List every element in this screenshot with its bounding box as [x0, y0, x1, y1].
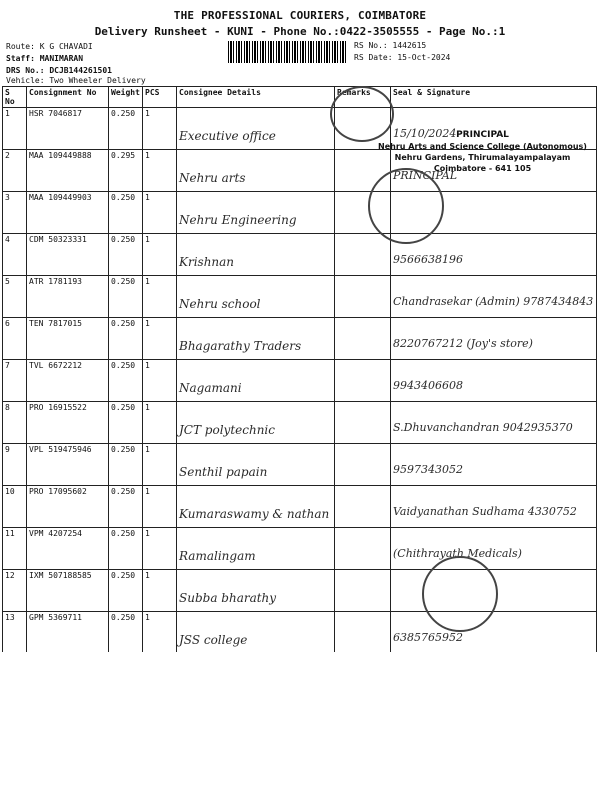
- barcode: [228, 41, 346, 63]
- table-row: [3, 528, 597, 570]
- row-sno: 1: [3, 108, 27, 150]
- row-sno: 10: [3, 486, 27, 528]
- row-consignment: ATR 1781193: [27, 276, 109, 318]
- signature-text: 6385765952: [393, 631, 463, 644]
- signature-text: Vaidyanathan Sudhama 4330752: [393, 505, 577, 518]
- row-seal: [391, 276, 597, 318]
- row-sno: 13: [3, 612, 27, 654]
- row-weight: 0.250: [109, 486, 143, 528]
- row-pcs: 1: [143, 192, 177, 234]
- row-remarks: [335, 612, 391, 654]
- runsheet-title: Delivery Runsheet - KUNI - Phone No.:0422-3505555 - Page No.:1: [94, 25, 506, 38]
- col-pcs: PCS: [143, 87, 177, 108]
- consignee-name: JCT polytechnic: [179, 423, 275, 437]
- row-pcs: 1: [143, 402, 177, 444]
- row-seal: [391, 612, 597, 654]
- row-weight: 0.250: [109, 276, 143, 318]
- row-consignee: [177, 444, 335, 486]
- row-sno: 12: [3, 570, 27, 612]
- row-consignment: PRO 17095602: [27, 486, 109, 528]
- table-row: [3, 612, 597, 654]
- stamp-address-2: Coimbatore - 641 105: [433, 164, 532, 173]
- signature-text: 15/10/2024: [393, 127, 457, 140]
- rs-date: RS Date: 15-Oct-2024: [354, 53, 451, 62]
- signature-text: (Chithrayath Medicals): [393, 547, 522, 560]
- row-sno: 9: [3, 444, 27, 486]
- row-pcs: 1: [143, 570, 177, 612]
- row-sno: 5: [3, 276, 27, 318]
- signature-text: PRINCIPAL: [393, 169, 458, 182]
- row-consignment: CDM 50323331: [27, 234, 109, 276]
- consignee-name: JSS college: [179, 633, 248, 647]
- row-weight: 0.250: [109, 234, 143, 276]
- table-row: [3, 276, 597, 318]
- table-row: [3, 360, 597, 402]
- row-remarks: [335, 528, 391, 570]
- vehicle: Vehicle: Two Wheeler Delivery: [6, 76, 146, 85]
- row-consignment: VPL 519475946: [27, 444, 109, 486]
- row-pcs: 1: [143, 444, 177, 486]
- row-consignee: [177, 318, 335, 360]
- row-sno: 6: [3, 318, 27, 360]
- staff: Staff: MANIMARAN: [6, 54, 84, 63]
- blank-footer: [0, 652, 600, 800]
- rs-box: [354, 40, 450, 64]
- row-remarks: [335, 318, 391, 360]
- table-header-row: [3, 87, 597, 108]
- row-weight: 0.250: [109, 402, 143, 444]
- table-row: [3, 318, 597, 360]
- row-consignment: TEN 7817015: [27, 318, 109, 360]
- consignee-name: Kumaraswamy & nathan: [179, 507, 330, 521]
- row-weight: 0.250: [109, 360, 143, 402]
- row-consignment: MAA 109449903: [27, 192, 109, 234]
- row-remarks: [335, 234, 391, 276]
- row-weight: 0.250: [109, 528, 143, 570]
- consignee-name: Nehru school: [179, 297, 261, 311]
- table-row: [3, 402, 597, 444]
- row-remarks: [335, 276, 391, 318]
- stamp-address-1: Nehru Gardens, Thirumalayampalayam: [394, 153, 571, 162]
- col-consignee: Consignee Details: [177, 87, 335, 108]
- col-seal: Seal & Signature: [391, 87, 597, 108]
- row-consignment: IXM 507188585: [27, 570, 109, 612]
- row-weight: 0.250: [109, 444, 143, 486]
- row-consignee: [177, 234, 335, 276]
- col-sno: S No: [3, 87, 27, 108]
- row-consignee: [177, 276, 335, 318]
- row-pcs: 1: [143, 108, 177, 150]
- stamp-name: Nehru Arts and Science College (Autonomous): [378, 142, 587, 151]
- consignee-name: Bhagarathy Traders: [179, 339, 302, 353]
- signature-text: 9943406608: [393, 379, 463, 392]
- row-consignee: [177, 612, 335, 654]
- row-pcs: 1: [143, 486, 177, 528]
- col-weight: Weight: [109, 87, 143, 108]
- row-pcs: 1: [143, 276, 177, 318]
- rs-number: RS No.: 1442615: [354, 41, 427, 50]
- consignee-name: Ramalingam: [179, 549, 256, 563]
- row-seal: [391, 318, 597, 360]
- row-weight: 0.250: [109, 570, 143, 612]
- round-stamp-guard: [422, 556, 498, 632]
- row-pcs: 1: [143, 150, 177, 192]
- signature-text: 8220767212 (Joy's store): [393, 337, 533, 350]
- signature-text: Chandrasekar (Admin) 9787434843: [393, 295, 594, 308]
- row-weight: 0.250: [109, 192, 143, 234]
- route: Route: K G CHAVADI: [6, 42, 93, 51]
- row-consignment: HSR 7046817: [27, 108, 109, 150]
- row-sno: 8: [3, 402, 27, 444]
- row-remarks: [335, 486, 391, 528]
- table-row: [3, 192, 597, 234]
- col-remarks: Remarks: [335, 87, 391, 108]
- row-sno: 3: [3, 192, 27, 234]
- row-consignee: [177, 528, 335, 570]
- row-weight: 0.295: [109, 150, 143, 192]
- row-weight: 0.250: [109, 108, 143, 150]
- row-remarks: [335, 570, 391, 612]
- table-row: [3, 444, 597, 486]
- row-consignee: [177, 570, 335, 612]
- row-pcs: 1: [143, 612, 177, 654]
- row-consignment: VPM 4207254: [27, 528, 109, 570]
- row-consignee: [177, 360, 335, 402]
- row-pcs: 1: [143, 318, 177, 360]
- row-remarks: [335, 402, 391, 444]
- row-seal: [391, 360, 597, 402]
- table-row: [3, 486, 597, 528]
- row-pcs: 1: [143, 234, 177, 276]
- row-sno: 7: [3, 360, 27, 402]
- consignee-name: Nehru Engineering: [179, 213, 297, 227]
- col-consignment: Consignment No: [27, 87, 109, 108]
- row-weight: 0.250: [109, 612, 143, 654]
- table-row: [3, 234, 597, 276]
- row-seal: [391, 486, 597, 528]
- stamp-title: PRINCIPAL: [456, 130, 509, 140]
- row-consignee: [177, 486, 335, 528]
- row-seal: [391, 528, 597, 570]
- row-sno: 11: [3, 528, 27, 570]
- row-pcs: 1: [143, 528, 177, 570]
- row-sno: 4: [3, 234, 27, 276]
- row-consignment: TVL 6672212: [27, 360, 109, 402]
- consignee-name: Executive office: [179, 129, 276, 143]
- row-consignment: MAA 109449888: [27, 150, 109, 192]
- company-title: THE PROFESSIONAL COURIERS, COIMBATORE: [173, 9, 427, 22]
- row-remarks: [335, 444, 391, 486]
- signature-text: 9566638196: [393, 253, 463, 266]
- row-seal: [391, 444, 597, 486]
- row-weight: 0.250: [109, 318, 143, 360]
- row-sno: 2: [3, 150, 27, 192]
- round-stamp-engineering: [368, 168, 444, 244]
- row-consignment: GPM 5369711: [27, 612, 109, 654]
- round-stamp-top: [330, 86, 394, 142]
- consignee-name: Senthil papain: [179, 465, 268, 479]
- row-seal: [391, 402, 597, 444]
- consignee-name: Nagamani: [179, 381, 242, 395]
- consignee-name: Nehru arts: [179, 171, 246, 185]
- row-remarks: [335, 360, 391, 402]
- drs-number: DRS No.: DCJB144261501: [6, 66, 112, 75]
- row-consignee: [177, 108, 335, 150]
- table-row: [3, 570, 597, 612]
- row-consignee: [177, 150, 335, 192]
- consignee-name: Krishnan: [179, 255, 235, 269]
- row-pcs: 1: [143, 360, 177, 402]
- signature-text: 9597343052: [393, 463, 463, 476]
- row-consignee: [177, 192, 335, 234]
- signature-text: S.Dhuvanchandran 9042935370: [393, 421, 573, 434]
- consignee-name: Subba bharathy: [179, 591, 277, 605]
- row-consignment: PRO 16915522: [27, 402, 109, 444]
- row-consignee: [177, 402, 335, 444]
